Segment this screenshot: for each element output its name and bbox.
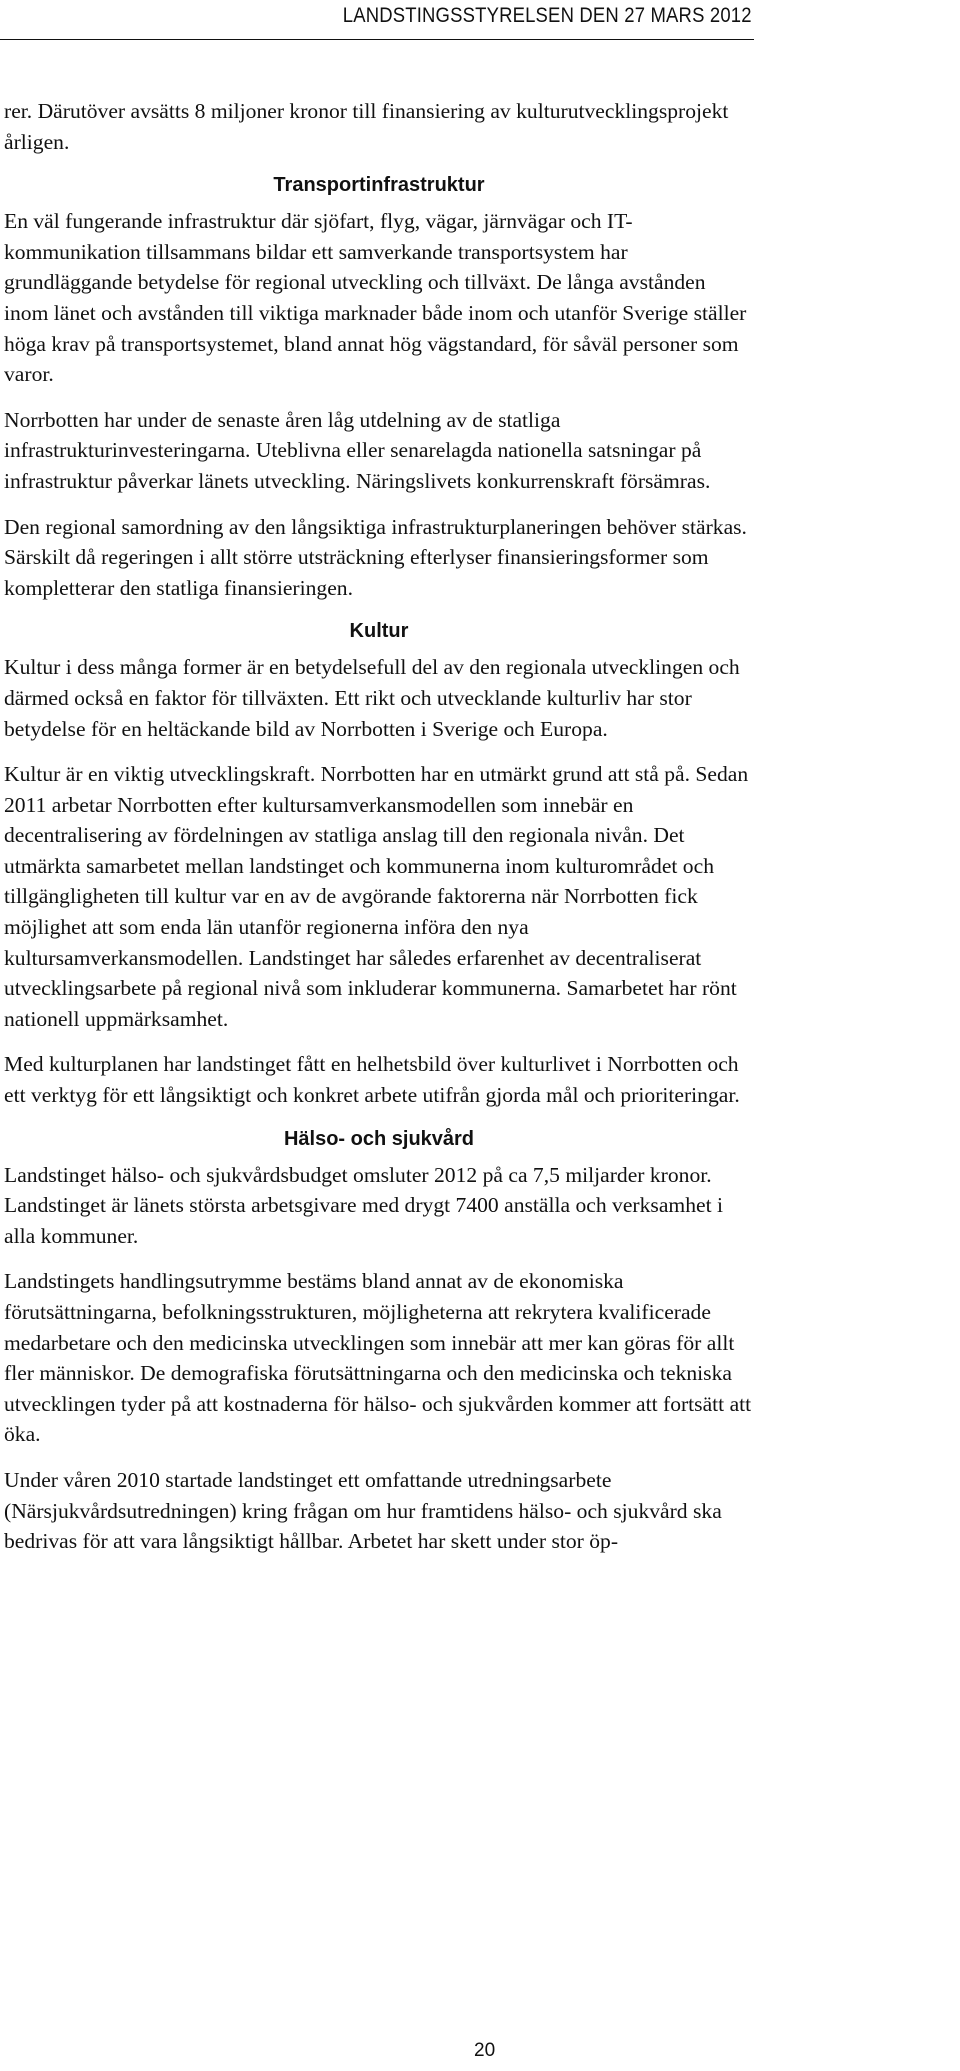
body-text <box>4 96 754 1572</box>
paragraph: Den regional samordning av den långsiktiga infrastrukturplaneringen behöver stärkas. Särskilt då regeringen i allt större utsträckning efterlyser finansieringsformer som kompletterar den statliga finansieringen. <box>4 514 747 600</box>
paragraph: Kultur är en viktig utvecklingskraft. Norrbotten har en utmärkt grund att stå på. Sedan 2011 arbetar Norrbotten efter kultursamverkansmodellen som innebär en decentralisering av fördelningen av statliga anslag till den regionala nivån. Det utmärkta samarbetet mellan landstinget och kommunerna inom kulturområdet och tillgängligheten till kultur var en av de avgörande faktorerna när Norrbotten fick möjlighet att som enda län utanför regionerna införa den nya kultursamverkansmodellen. Landstinget har således erfarenhet av decentraliserat utvecklingsarbete på regional nivå som inkluderar kommunerna. Samarbetet har rönt nationell uppmärksamhet. <box>4 762 749 1031</box>
paragraph: En väl fungerande infrastruktur där sjöfart, flyg, vägar, järnvägar och IT-kommunikation tillsammans bildar ett samverkande transportsystem har grundläggande betydelse för regional utveckling och tillväxt. De långa avstånden inom länet och avstånden till viktiga marknader både inom och utanför Sverige ställer höga krav på transportsystemet, bland annat hög vägstandard, för såväl personer som varor. <box>4 209 747 387</box>
section-kultur <box>4 618 754 1110</box>
section-heading: Hälso- och sjukvård <box>283 1127 475 1150</box>
page-number: 20 <box>474 2040 496 2061</box>
running-header: LANDSTINGSSTYRELSEN DEN 27 MARS 2012 <box>343 4 752 27</box>
paragraph: Norrbotten har under de senaste åren låg utdelning av de statliga infrastrukturinvesteringarna. Uteblivna eller senarelagda nationella satsningar på infrastruktur påverkar länets utveckling. Näringslivets konkurrenskraft försämras. <box>4 407 711 493</box>
section-transportinfrastruktur <box>4 172 754 603</box>
section-heading: Kultur <box>349 620 409 643</box>
paragraph: Landstinget hälso- och sjukvårdsbudget omsluter 2012 på ca 7,5 miljarder kronor. Landstinget är länets största arbetsgivare med drygt 7400 anställa och verksamhet i alla kommuner. <box>4 1162 723 1248</box>
paragraph: Landstingets handlingsutrymme bestäms bland annat av de ekonomiska förutsättningarna, befolkningsstrukturen, möjligheterna att rekrytera kvalificerade medarbetare och den medicinska utvecklingen som innebär att mer kan göras för allt fler människor. De demografiska förutsättningarna och den medicinska och tekniska utvecklingen tyder på att kostnaderna för hälso- och sjukvården kommer att fortsätt att öka. <box>4 1269 752 1447</box>
paragraph: Under våren 2010 startade landstinget ett omfattande utredningsarbete (Närsjukvårdsutredningen) kring frågan om hur framtidens hälso- och sjukvård ska bedrivas för att vara långsiktigt hållbar. Arbetet har skett under stor öp- <box>4 1467 722 1554</box>
paragraph: Kultur i dess många former är en betydelsefull del av den regionala utvecklingen och därmed också en faktor för tillväxten. Ett rikt och utvecklande kulturliv har stor betydelse för en heltäckande bild av Norrbotten i Sverige och Europa. <box>4 655 740 741</box>
section-heading: Transportinfrastruktur <box>273 174 485 197</box>
header-rule <box>0 39 754 40</box>
section-halso-och-sjukvard <box>4 1126 754 1557</box>
continuation-paragraph: rer. Därutöver avsätts 8 miljoner kronor till finansiering av kulturutvecklingsprojekt årligen. <box>4 99 729 154</box>
paragraph: Med kulturplanen har landstinget fått en helhetsbild över kulturlivet i Norrbotten och ett verktyg för ett långsiktigt och konkret arbete utifrån gjorda mål och prioriteringar. <box>4 1052 740 1108</box>
